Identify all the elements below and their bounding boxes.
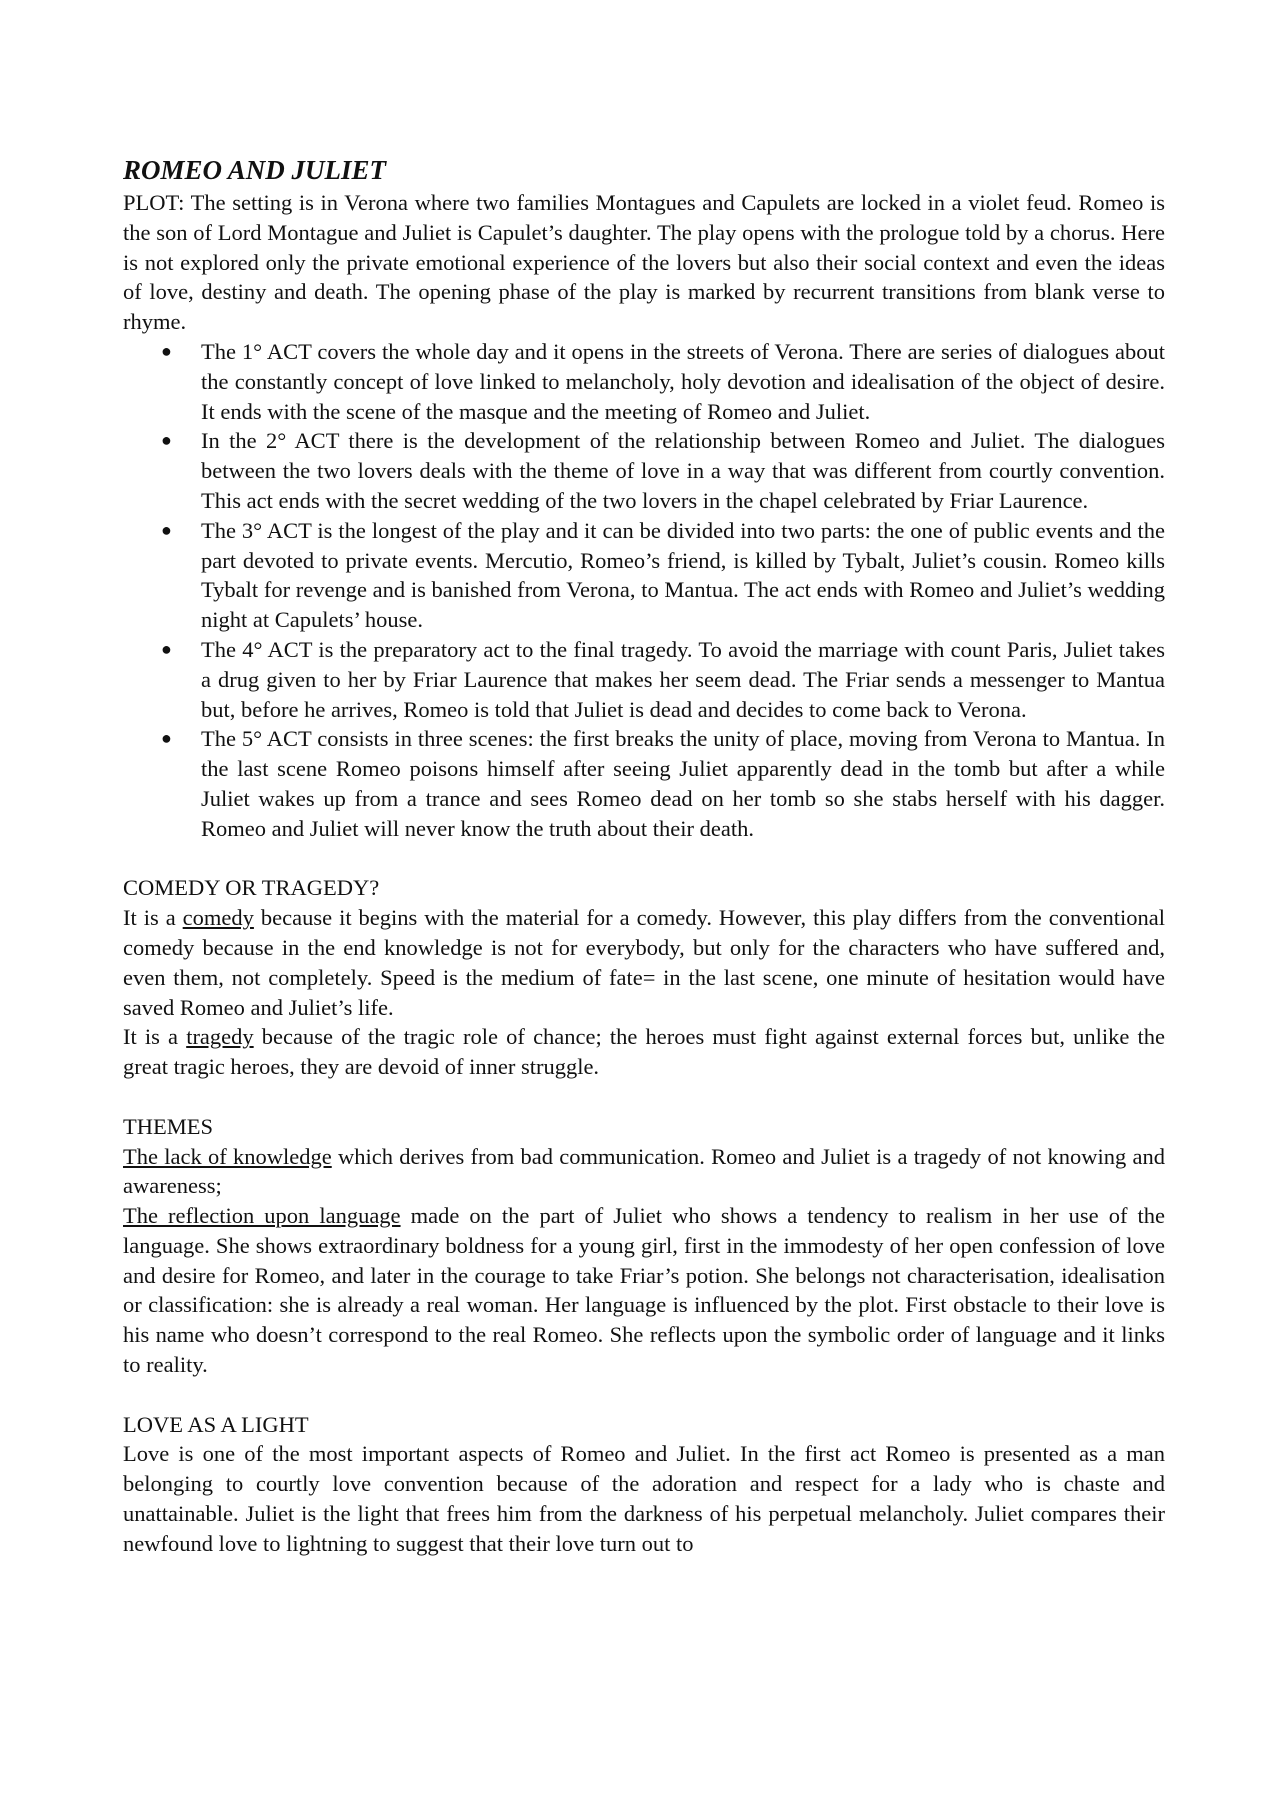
comedy-paragraph <box>123 903 1165 1022</box>
act-text: The 3° ACT is the longest of the play and it can be divided into two parts: the one of public events and the part devoted to private events. Mercutio, Romeo’s friend, is killed by Tybalt, Juliet’s cousin. Romeo kills Tybalt for revenge and is banished from Verona, to Mantua. The act ends with Romeo and Juliet’s wedding night at Capulets’ house. <box>201 517 1165 633</box>
act-text: The 1° ACT covers the whole day and it opens in the streets of Verona. There are series of dialogues about the constantly concept of love linked to melancholy, holy devotion and idealisation of the object of desire. It ends with the scene of the masque and the meeting of Romeo and Juliet. <box>201 338 1165 424</box>
bullet-icon: ● <box>161 340 172 361</box>
theme-language-term: The reflection upon language <box>123 1203 401 1229</box>
theme-language-text: made on the part of Juliet who shows a tendency to realism in her use of the language. She shows extraordinary boldness for a young girl, first in the immodesty of her open confession of love and desire for Romeo, and later in the courage to take Friar’s potion. She belongs not characterisation, idealisation or classification: she is already a real woman. Her language is influenced by the plot. First obstacle to their love is his name who doesn’t correspond to the real Romeo. She reflects upon the symbolic order of language and it links to reality. <box>123 1203 1165 1378</box>
spacer <box>123 1380 1165 1410</box>
acts-list <box>123 337 1165 844</box>
bullet-icon: ● <box>161 430 172 451</box>
section-heading-love-light: LOVE AS A LIGHT <box>123 1411 309 1437</box>
list-item <box>161 426 1165 515</box>
act-text: The 4° ACT is the preparatory act to the final tragedy. To avoid the marriage with count Paris, Juliet takes a drug given to her by Friar Laurence that makes her seem dead. The Friar sends a messenger to Mantua but, before he arrives, Romeo is told that Juliet is dead and decides to come back to Verona. <box>201 636 1165 722</box>
bullet-icon: ● <box>161 519 172 540</box>
section-heading-themes: THEMES <box>123 1113 213 1139</box>
list-item <box>161 635 1165 724</box>
spacer <box>123 1082 1165 1112</box>
tragedy-paragraph <box>123 1022 1165 1082</box>
tragedy-term: tragedy <box>186 1024 254 1050</box>
comedy-text: because it begins with the material for a comedy. However, this play differs from the conventional comedy because in the end knowledge is not for everybody, but only for the characters who have suffered and, even them, not completely. Speed is the medium of fate= in the last scene, one minute of hesitation would have saved Romeo and Juliet’s life. <box>123 905 1165 1020</box>
plot-paragraph: PLOT: The setting is in Verona where two families Montagues and Capulets are locked in a violet feud. Romeo is the son of Lord Montague and Juliet is Capulet’s daughter. The play opens with the prologue told by a chorus. Here is not explored only the private emotional experience of the lovers but also their social context and even the ideas of love, destiny and death. The opening phase of the play is marked by recurrent transitions from blank verse to rhyme. <box>123 190 1165 335</box>
theme-knowledge-paragraph <box>123 1142 1165 1202</box>
list-item <box>161 337 1165 426</box>
spacer <box>123 844 1165 874</box>
section-heading-comedy-tragedy: COMEDY OR TRAGEDY? <box>123 875 380 901</box>
document-title: ROMEO AND JULIET <box>123 155 387 185</box>
theme-language-paragraph <box>123 1201 1165 1380</box>
comedy-prefix: It is a <box>123 905 183 931</box>
bullet-icon: ● <box>161 638 172 659</box>
bullet-icon: ● <box>161 728 172 749</box>
list-item <box>161 516 1165 635</box>
act-text: In the 2° ACT there is the development of the relationship between Romeo and Juliet. The dialogues between the two lovers deals with the theme of love in a way that was different from courtly convention. This act ends with the secret wedding of the two lovers in the chapel celebrated by Friar Laurence. <box>201 428 1165 513</box>
theme-knowledge-term: The lack of knowledge <box>123 1143 332 1169</box>
document-page <box>123 152 1165 1559</box>
love-light-paragraph: Love is one of the most important aspects of Romeo and Juliet. In the first act Romeo is presented as a man belonging to courtly love convention because of the adoration and respect for a lady who is chaste and unattainable. Juliet is the light that frees him from the darkness of his perpetual melancholy. Juliet compares their newfound love to lightning to suggest that their love turn out to <box>123 1441 1165 1556</box>
act-text: The 5° ACT consists in three scenes: the first breaks the unity of place, moving from Verona to Mantua. In the last scene Romeo poisons himself after seeing Juliet apparently dead in the tomb but after a while Juliet wakes up from a trance and sees Romeo dead on her tomb so she stabs herself with his dagger. Romeo and Juliet will never know the truth about their death. <box>201 726 1165 841</box>
comedy-term: comedy <box>182 905 254 931</box>
tragedy-text: because of the tragic role of chance; the heroes must fight against external forces but, unlike the great tragic heroes, they are devoid of inner struggle. <box>123 1024 1165 1080</box>
theme-knowledge-text: which derives from bad communication. Romeo and Juliet is a tragedy of not knowing and awareness; <box>123 1143 1165 1199</box>
tragedy-prefix: It is a <box>123 1024 187 1050</box>
list-item <box>161 724 1165 843</box>
